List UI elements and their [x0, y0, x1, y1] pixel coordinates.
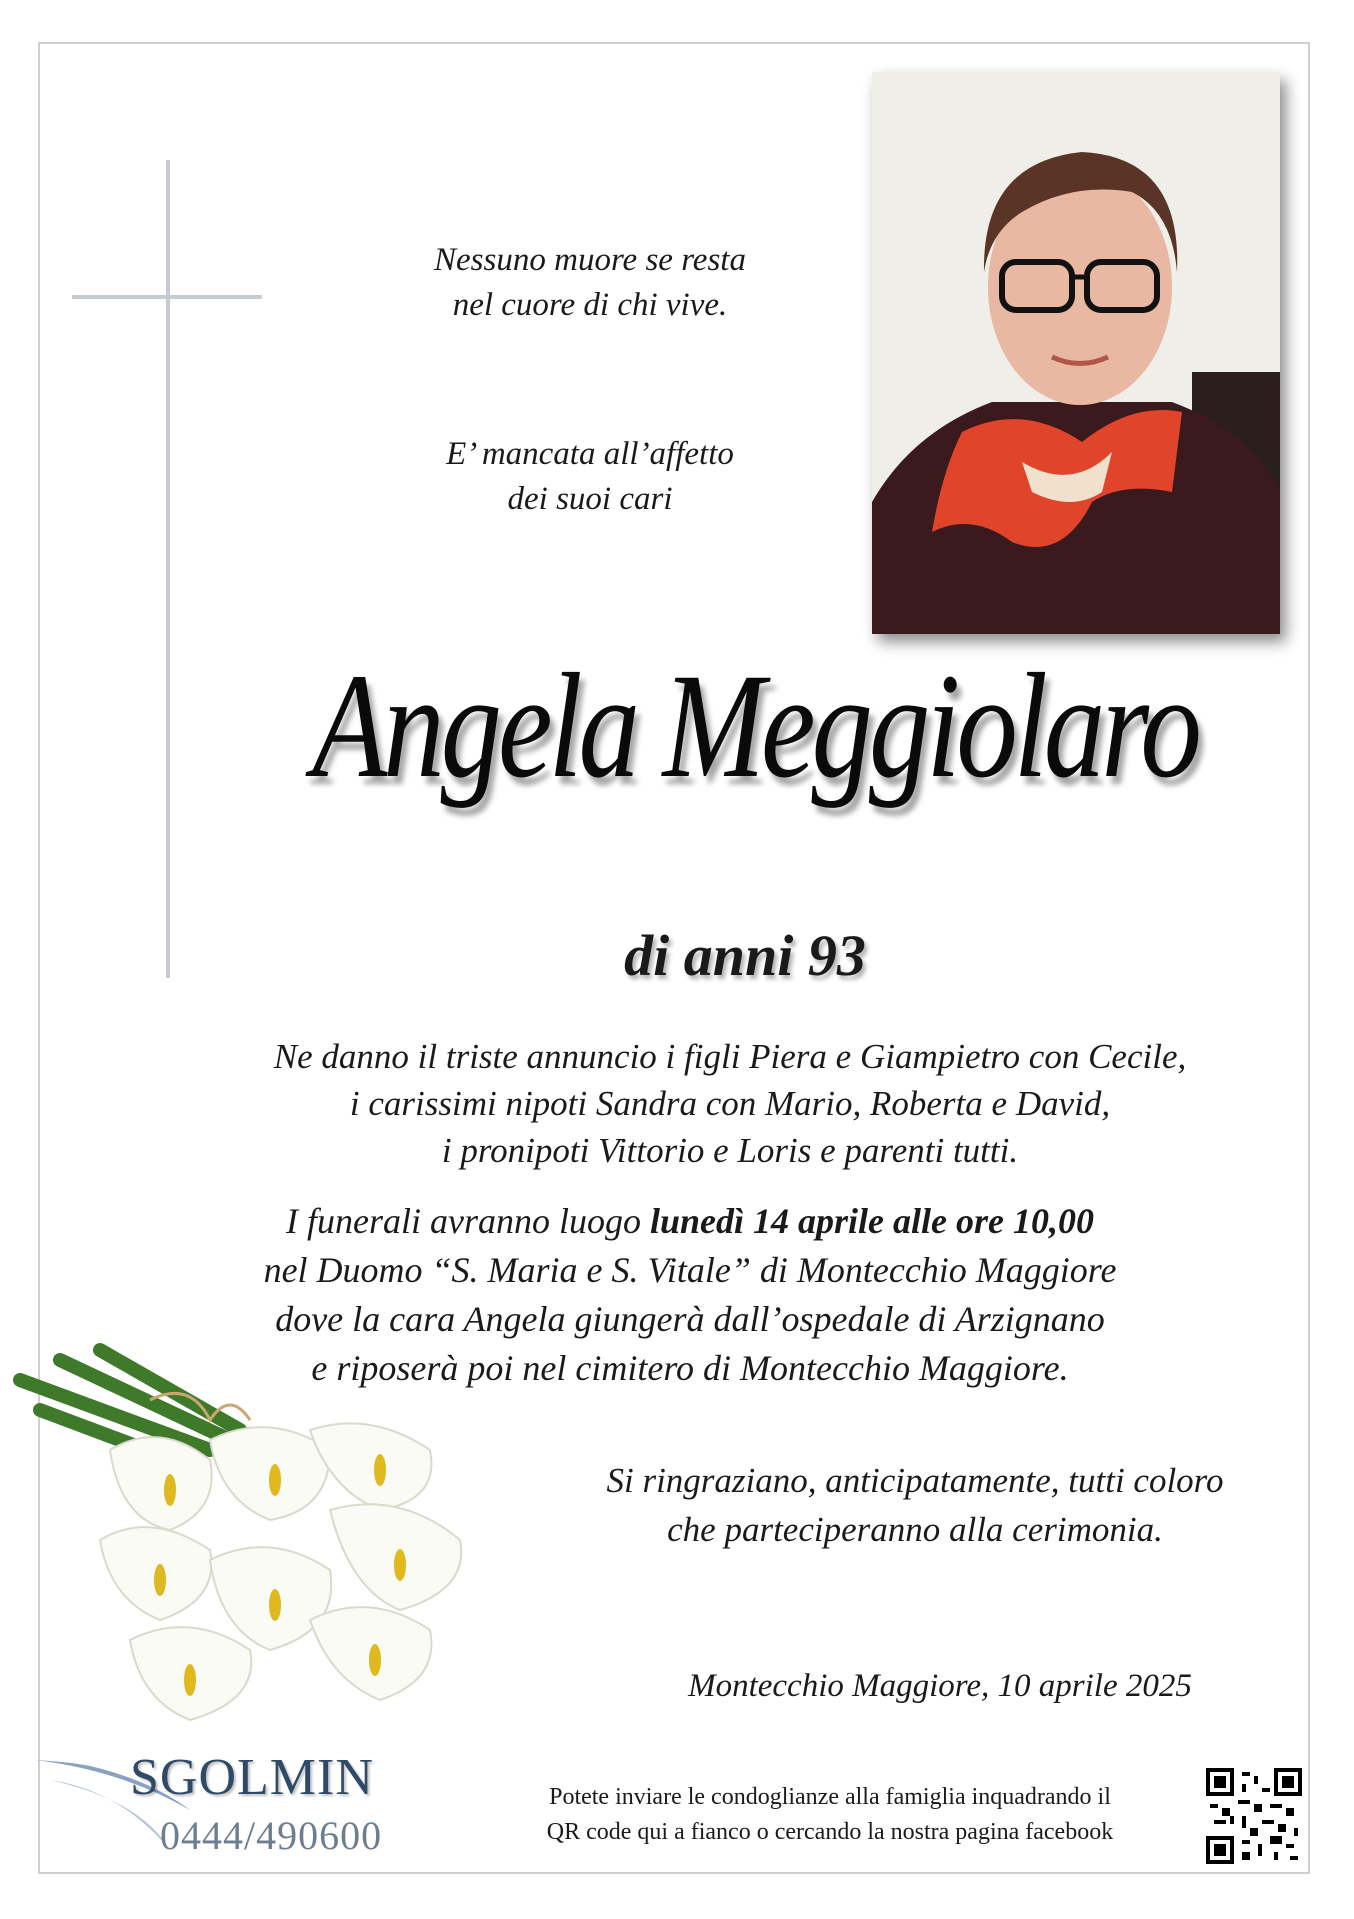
announcement-text	[190, 1033, 1270, 1174]
portrait-photo	[872, 72, 1280, 634]
passing-notice	[330, 432, 850, 522]
quote-line: nel cuore di chi vive.	[452, 287, 728, 323]
condolence-note	[470, 1780, 1190, 1850]
announcement-line: i pronipoti Vittorio e Loris e parenti tutti.	[441, 1131, 1019, 1170]
funeral-line: nel Duomo “S. Maria e S. Vitale” di Montecchio Maggiore	[263, 1250, 1117, 1290]
quote-line: E’ mancata all’affetto	[446, 436, 734, 472]
agency-phone: 0444/490600	[160, 1813, 383, 1858]
agency-logo	[30, 1740, 440, 1865]
quote-line: Nessuno muore se resta	[434, 242, 746, 278]
funeral-line	[150, 1197, 1230, 1246]
funeral-line: dove la cara Angela giungerà dall’ospedale di Arzignano	[275, 1299, 1105, 1339]
thanks-text	[540, 1456, 1290, 1554]
calla-lilies-image	[10, 1340, 580, 1740]
announcement-line: i carissimi nipoti Sandra con Mario, Roberta e David,	[349, 1084, 1111, 1123]
cross-vertical	[166, 160, 170, 978]
quote-line: dei suoi cari	[507, 481, 673, 517]
funeral-intro: I funerali avranno luogo	[286, 1201, 650, 1241]
funeral-line: e riposerà poi nel cimitero di Montecchio Maggiore.	[311, 1348, 1069, 1388]
condolence-line: Potete inviare le condoglianze alla famiglia inquadrando il	[549, 1784, 1111, 1810]
qr-code-icon[interactable]	[1206, 1768, 1302, 1864]
condolence-line: QR code qui a fianco o cercando la nostra pagina facebook	[546, 1819, 1114, 1845]
thanks-line: Si ringraziano, anticipatamente, tutti coloro	[606, 1461, 1224, 1500]
cross-horizontal	[72, 295, 262, 299]
deceased-age: di anni 93	[624, 923, 866, 988]
agency-name: SGOLMIN	[130, 1749, 374, 1806]
announcement-line: Ne danno il triste annuncio i figli Piera e Giampietro con Cecile,	[273, 1037, 1187, 1076]
deceased-name: Angela Meggiolaro	[312, 643, 1198, 809]
place-date: Montecchio Maggiore, 10 aprile 2025	[688, 1668, 1192, 1704]
thanks-line: che parteciperanno alla cerimonia.	[667, 1510, 1163, 1549]
quote-verse	[330, 238, 850, 328]
funeral-datetime: lunedì 14 aprile alle ore 10,00	[649, 1201, 1094, 1241]
